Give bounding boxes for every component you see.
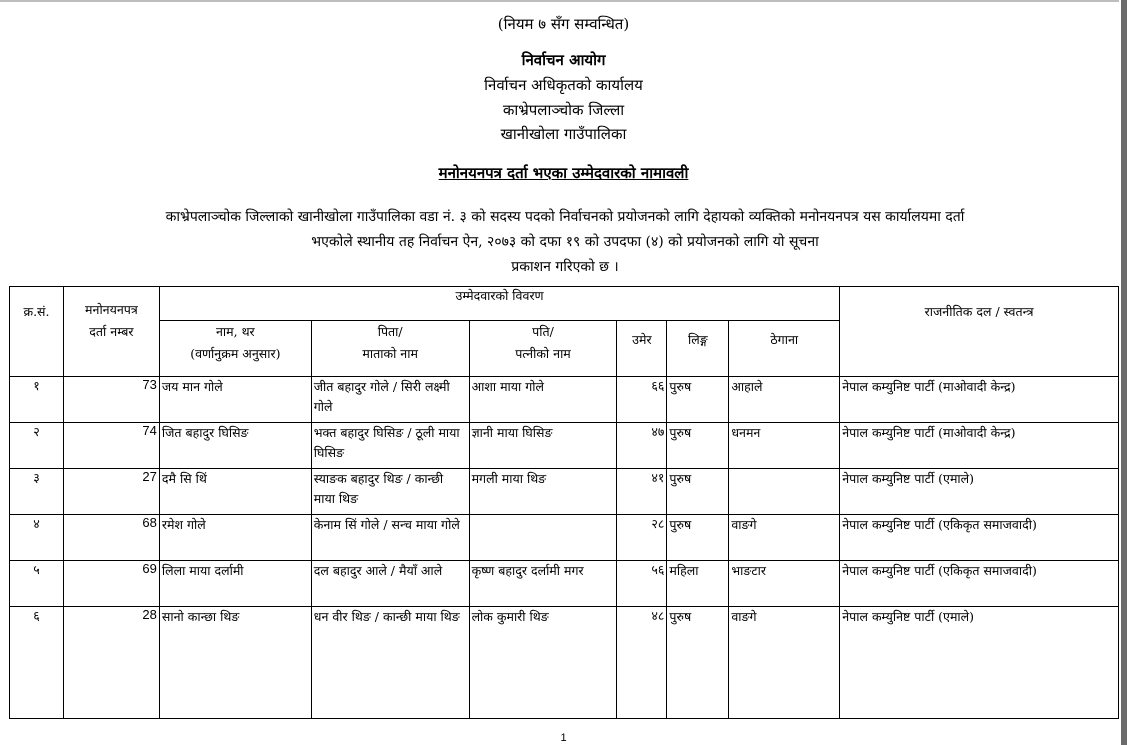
header-parent <box>311 321 469 377</box>
cell-name: सानो कान्छा थिङ <box>159 607 311 719</box>
header-row-1 <box>10 287 1119 321</box>
header-name <box>159 321 311 377</box>
office-name: निर्वाचन अधिकृतको कार्यालय <box>484 76 643 94</box>
notice-line-2: भएकोले स्थानीय तह निर्वाचन ऐन, २०७३ को दफा १९ को उपदफा (४) को प्रयोजनको लागि यो सूचना <box>311 234 819 250</box>
cell-gender: पुरुष <box>667 607 729 719</box>
cell-parent: भक्त बहादुर घिसिङ / ठूली माया घिसिङ <box>311 423 469 469</box>
header-reg-line1: मनोनयनपत्र <box>85 302 138 317</box>
header-spouse-line1: पति/ <box>532 324 554 339</box>
cell-spouse <box>469 515 617 561</box>
header-gender: लिङ्ग <box>667 321 729 377</box>
candidate-table <box>9 286 1119 719</box>
district-name: काभ्रेपलाञ्चोक जिल्ला <box>502 101 625 119</box>
cell-name: जित बहादुर घिसिङ <box>159 423 311 469</box>
cell-parent: दल बहादुर आले / मैयाँ आले <box>311 561 469 607</box>
cell-age: २८ <box>617 515 667 561</box>
cell-spouse: आशा माया गोले <box>469 377 617 423</box>
cell-gender: पुरुष <box>667 423 729 469</box>
notice-line-3: प्रकाशन गरिएको छ । <box>511 259 619 275</box>
cell-gender: पुरुष <box>667 515 729 561</box>
cell-reg: 27 <box>63 469 159 515</box>
header-party: राजनीतिक दल / स्वतन्त्र <box>840 287 1119 377</box>
table-row <box>10 607 1119 719</box>
cell-sn: ३ <box>10 469 64 515</box>
cell-address: वाङगे <box>729 607 840 719</box>
header-age: उमेर <box>617 321 667 377</box>
cell-age: ४७ <box>617 423 667 469</box>
cell-spouse: कृष्ण बहादुर दर्लामी मगर <box>469 561 617 607</box>
cell-sn: २ <box>10 423 64 469</box>
cell-party: नेपाल कम्युनिष्ट पार्टी (एमाले) <box>840 607 1119 719</box>
municipality-name: खानीखोला गाउँपालिका <box>500 125 627 143</box>
header-spouse-line2: पत्नीको नाम <box>515 346 571 361</box>
cell-parent: जीत बहादुर गोले / सिरी लक्ष्मी गोले <box>311 377 469 423</box>
cell-spouse: लोक कुमारी थिङ <box>469 607 617 719</box>
cell-gender: पुरुष <box>667 469 729 515</box>
cell-sn: ६ <box>10 607 64 719</box>
cell-party: नेपाल कम्युनिष्ट पार्टी (माओवादी केन्द्र) <box>840 377 1119 423</box>
cell-parent: धन वीर थिङ / कान्छी माया थिङ <box>311 607 469 719</box>
notice-line-1: काभ्रेपलाञ्चोक जिल्लाको खानीखोला गाउँपालिका वडा नं. ३ को सदस्य पदको निर्वाचनको प्रयोजनको लागि देहायको व्यक्तिको मनोनयनपत्र यस कार्यालयमा दर्ता <box>165 209 965 225</box>
cell-address: वाङगे <box>729 515 840 561</box>
cell-age: ५६ <box>617 561 667 607</box>
cell-spouse: ज्ञानी माया घिसिङ <box>469 423 617 469</box>
cell-parent: केनाम सिं गोले / सन्च माया गोले <box>311 515 469 561</box>
cell-name: जय मान गोले <box>159 377 311 423</box>
table-row <box>10 469 1119 515</box>
page-top-edge <box>0 0 1119 8</box>
table-row <box>10 377 1119 423</box>
header-candidate-details: उम्मेदवारको विवरण <box>159 287 839 321</box>
cell-sn: ४ <box>10 515 64 561</box>
cell-age: ४८ <box>617 607 667 719</box>
cell-party: नेपाल कम्युनिष्ट पार्टी (एकिकृत समाजवादी) <box>840 515 1119 561</box>
cell-reg: 69 <box>63 561 159 607</box>
cell-party: नेपाल कम्युनिष्ट पार्टी (एमाले) <box>840 469 1119 515</box>
cell-sn: १ <box>10 377 64 423</box>
commission-name: निर्वाचन आयोग <box>521 51 606 69</box>
header-spouse <box>469 321 617 377</box>
cell-age: ६६ <box>617 377 667 423</box>
cell-party: नेपाल कम्युनिष्ट पार्टी (माओवादी केन्द्र) <box>840 423 1119 469</box>
header-name-line1: नाम, थर <box>215 324 255 339</box>
header-parent-line1: पिता/ <box>377 324 403 339</box>
notice-paragraph <box>150 205 980 280</box>
cell-parent: स्याङक बहादुर थिङ / कान्छी माया थिङ <box>311 469 469 515</box>
cell-spouse: मगली माया थिङ <box>469 469 617 515</box>
cell-name: दमै सि थिं <box>159 469 311 515</box>
header-reg-number <box>63 287 159 377</box>
cell-gender: महिला <box>667 561 729 607</box>
cell-reg: 74 <box>63 423 159 469</box>
cell-age: ४१ <box>617 469 667 515</box>
cell-reg: 28 <box>63 607 159 719</box>
cell-address: आहाले <box>729 377 840 423</box>
cell-gender: पुरुष <box>667 377 729 423</box>
cell-sn: ५ <box>10 561 64 607</box>
header-name-line2: (वर्णानुक्रम अनुसार) <box>190 346 281 361</box>
cell-party: नेपाल कम्युनिष्ट पार्टी (एकिकृत समाजवादी) <box>840 561 1119 607</box>
table-row <box>10 423 1119 469</box>
page-number: 1 <box>560 732 567 744</box>
cell-reg: 68 <box>63 515 159 561</box>
document-title: मनोनयनपत्र दर्ता भएका उम्मेदवारको नामावली <box>438 164 689 182</box>
cell-address <box>729 469 840 515</box>
cell-address: भाङटार <box>729 561 840 607</box>
rule-reference: (नियम ७ सँग सम्वन्धित) <box>497 15 630 33</box>
table-row <box>10 561 1119 607</box>
cell-name: रमेश गोले <box>159 515 311 561</box>
cell-name: लिला माया दर्लामी <box>159 561 311 607</box>
header-parent-line2: माताको नाम <box>362 346 418 361</box>
header-reg-line2: दर्ता नम्बर <box>89 324 134 339</box>
header-address: ठेगाना <box>729 321 840 377</box>
cell-reg: 73 <box>63 377 159 423</box>
table-row <box>10 515 1119 561</box>
cell-address: धनमन <box>729 423 840 469</box>
header-sn: क्र.सं. <box>10 287 64 377</box>
